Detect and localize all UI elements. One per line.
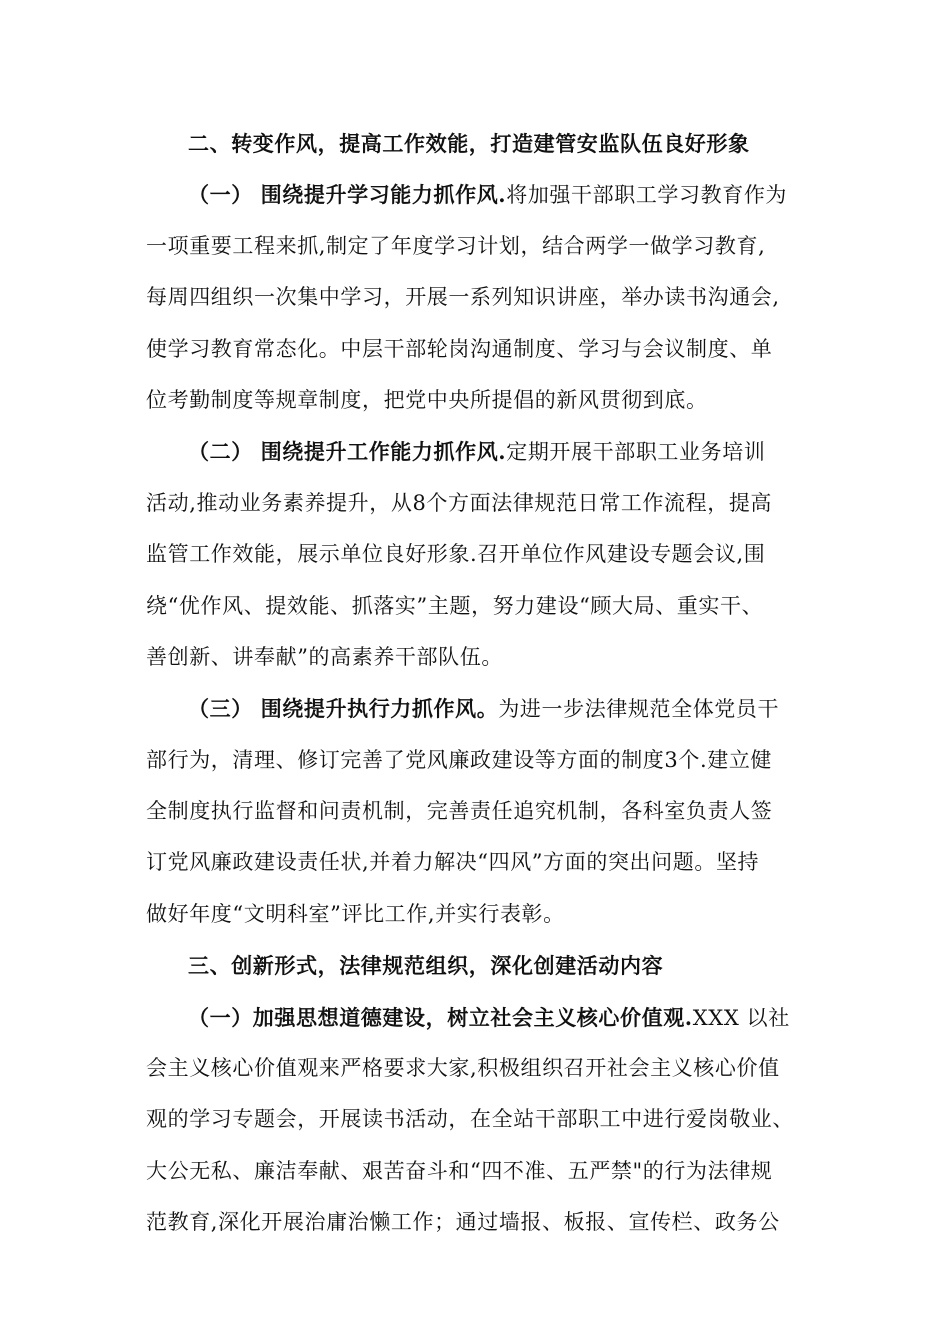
paragraph-line bbox=[146, 683, 806, 734]
paragraph-line: 一项重要工程来抓,制定了年度学习计划，结合两学一做学习教育, bbox=[146, 233, 766, 258]
paragraph-text: 定期开展干部职工业务培训 bbox=[506, 440, 766, 465]
paragraph-line: 部行为，清理、修订完善了党风廉政建设等方面的制度3个.建立健 bbox=[146, 747, 773, 772]
paragraph-line bbox=[146, 992, 806, 1043]
subheading-3-1: （一）加强思想道德建设，树立社会主义核心价值观. bbox=[188, 1004, 693, 1030]
section-heading-3: 三、创新形式，法律规范组织，深化创建活动内容 bbox=[188, 953, 664, 979]
paragraph-line: 会主义核心价值观来严格要求大家,积极组织召开社会主义核心价值 bbox=[146, 1056, 780, 1081]
paragraph-line: 观的学习专题会，开展读书活动，在全站干部职工中进行爱岗敬业、 bbox=[146, 1107, 794, 1132]
paragraph-line: 做好年度“文明科室”评比工作,并实行表彰。 bbox=[146, 901, 565, 926]
paragraph-line bbox=[146, 426, 806, 477]
paragraph-text: 为进一步法律规范全体党员干 bbox=[498, 697, 780, 722]
paragraph-line: 范教育,深化开展治庸治懒工作；通过墙报、板报、宣传栏、政务公 bbox=[146, 1210, 780, 1235]
document-body bbox=[146, 118, 806, 1249]
paragraph-line: 使学习教育常态化。中层干部轮岗沟通制度、学习与会议制度、单 bbox=[146, 336, 773, 361]
paragraph-line: 订党风廉政建设责任状,并着力解决“四风”方面的突出问题。坚持 bbox=[146, 850, 760, 875]
paragraph-line: 监管工作效能，展示单位良好形象.召开单位作风建设专题会议,围 bbox=[146, 542, 766, 567]
paragraph-line: 位考勤制度等规章制度，把党中央所提倡的新风贯彻到底。 bbox=[146, 387, 708, 412]
paragraph-line bbox=[146, 169, 806, 220]
paragraph-text: 将加强干部职工学习教育作为 bbox=[506, 183, 788, 208]
paragraph-line: 绕“优作风、提效能、抓落实”主题，努力建设“顾大局、重实干、 bbox=[146, 593, 764, 618]
paragraph-line: 活动,推动业务素养提升，从8个方面法律规范日常工作流程，提高 bbox=[146, 490, 773, 515]
paragraph-line: 大公无私、廉洁奉献、艰苦奋斗和“四不准、五严禁"的行为法律规 bbox=[146, 1158, 773, 1183]
subheading-2-3: （三） 围绕提升执行力抓作风。 bbox=[188, 696, 499, 722]
paragraph-line: 每周四组织一次集中学习，开展一系列知识讲座，举办读书沟通会, bbox=[146, 285, 780, 310]
section-heading-2: 二、转变作风，提高工作效能，打造建管安监队伍良好形象 bbox=[188, 131, 750, 156]
paragraph-text: XXX 以社 bbox=[692, 1005, 790, 1030]
subheading-2-1: （一） 围绕提升学习能力抓作风. bbox=[188, 182, 507, 208]
paragraph-line: 全制度执行监督和问责机制，完善责任追究机制，各科室负责人签 bbox=[146, 799, 773, 824]
subheading-2-2: （二） 围绕提升工作能力抓作风. bbox=[188, 439, 507, 465]
paragraph-line: 善创新、讲奉献”的高素养干部队伍。 bbox=[146, 644, 503, 669]
